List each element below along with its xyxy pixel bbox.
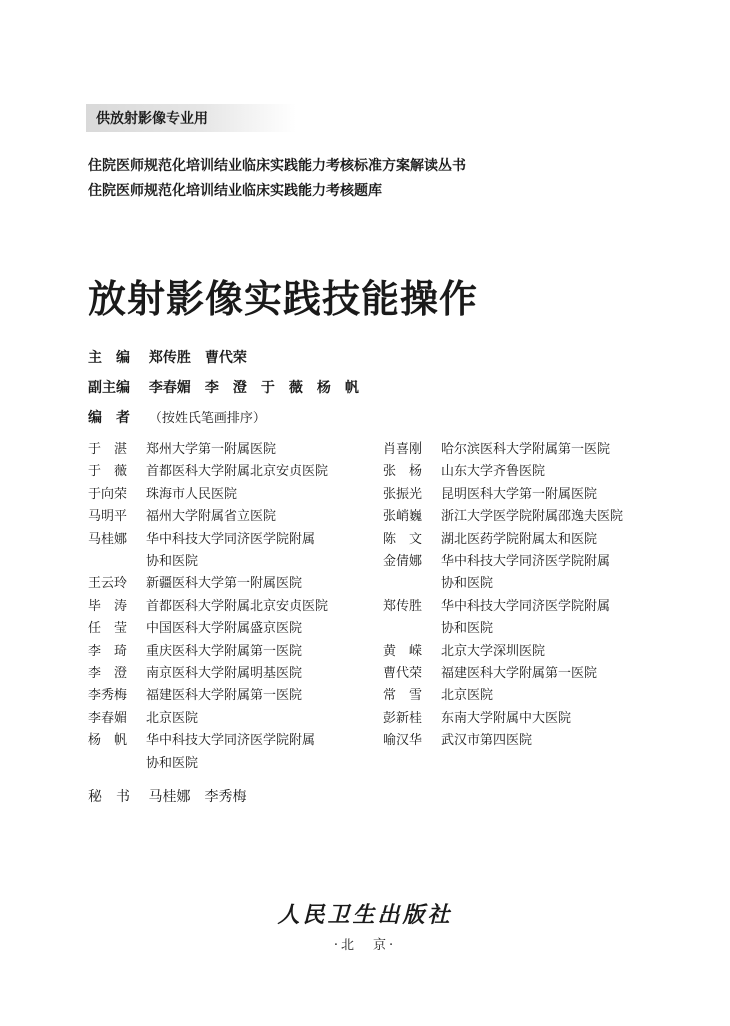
contributor-row (88, 641, 328, 663)
series-title-1: 住院医师规范化培训结业临床实践能力考核标准方案解读丛书 (88, 158, 466, 174)
contributor-affiliation (441, 461, 545, 483)
contributor-name: 毕 涛 (88, 598, 128, 614)
affiliation-line: 郑州大学第一附属医院 (146, 442, 277, 457)
contributor-affiliation (146, 573, 302, 595)
contributor-name: 张 杨 (383, 464, 423, 480)
contributor-affiliation (441, 484, 597, 506)
contributor-affiliation (146, 596, 328, 618)
contributor-affiliation (146, 708, 198, 730)
contributor-row (88, 506, 328, 528)
affiliation-line: 北京大学深圳医院 (441, 643, 546, 659)
contributors-left-column (88, 439, 328, 775)
contributor-affiliation (441, 641, 545, 663)
secretary (88, 786, 246, 806)
contributor-row (383, 685, 623, 707)
contributor-name: 李 澄 (88, 666, 128, 682)
contributor-name: 于 薇 (88, 464, 128, 480)
contributor-row (383, 641, 623, 663)
contributor-name: 任 莹 (88, 621, 128, 637)
contributor-name: 张峭巍 (383, 509, 423, 525)
affiliation-line: 武汉市第四医院 (441, 733, 533, 749)
contributor-row (383, 529, 623, 551)
contributor-row (383, 708, 623, 730)
contributor-name: 张振光 (383, 486, 423, 502)
contributor-row (88, 573, 328, 595)
contributor-affiliation (146, 641, 302, 663)
associate-editors (88, 377, 359, 397)
contributor-row (88, 439, 328, 461)
contributor-name: 于向荣 (88, 486, 128, 502)
secretary-names: 马桂娜 李秀梅 (148, 789, 247, 805)
editors-heading (88, 407, 266, 427)
affiliation-line: 协和医院 (441, 576, 494, 592)
affiliation-line: 华中科技大学同济医学院附属 (146, 733, 316, 749)
contributor-affiliation (146, 461, 328, 483)
affiliation-line: 南京医科大学附属明基医院 (146, 666, 303, 682)
contributor-row (383, 730, 623, 752)
secretary-label: 秘 书 (88, 789, 130, 805)
contributor-name: 于 湛 (88, 442, 128, 457)
contributor-affiliation (441, 506, 623, 528)
affiliation-line: 首都医科大学附属北京安贞医院 (146, 598, 329, 614)
publisher-logo: 人民卫生出版社 (277, 902, 453, 928)
contributor-name: 彭新桂 (383, 710, 423, 726)
specialty-tag: 供放射影像专业用 (96, 111, 208, 127)
contributor-row (88, 685, 328, 707)
contributor-affiliation (146, 506, 276, 528)
contributor-affiliation (441, 685, 493, 707)
contributor-name: 陈 文 (383, 531, 423, 547)
chief-editors-names: 郑传胜 曹代荣 (148, 350, 247, 366)
contributor-affiliation (146, 529, 315, 574)
affiliation-line: 北京医院 (441, 688, 494, 704)
contributor-affiliation (441, 663, 597, 685)
contributor-name: 黄 嵘 (383, 643, 423, 659)
contributor-name: 李 琦 (88, 643, 128, 659)
contributor-name: 马桂娜 (88, 531, 128, 547)
contributor-name: 常 雪 (383, 688, 423, 704)
contributor-name: 金倩娜 (383, 554, 423, 570)
contributor-row (88, 708, 328, 730)
editors-note: （按姓氏笔画排序） (148, 411, 266, 426)
affiliation-line: 华中科技大学同济医学院附属 (146, 531, 316, 547)
contributor-row (88, 618, 328, 640)
contributor-name: 喻汉华 (383, 733, 423, 749)
affiliation-line: 华中科技大学同济医学院附属 (441, 554, 611, 570)
associate-editors-label: 副主编 (88, 380, 130, 396)
contributor-affiliation (441, 529, 597, 551)
affiliation-line: 中国医科大学附属盛京医院 (146, 621, 303, 637)
contributor-row (88, 663, 328, 685)
contributor-affiliation (146, 730, 315, 775)
affiliation-line: 哈尔滨医科大学附属第一医院 (441, 442, 611, 457)
contributor-affiliation (146, 685, 302, 707)
affiliation-line: 福建医科大学附属第一医院 (146, 688, 303, 704)
contributor-row (383, 596, 623, 641)
affiliation-line: 山东大学齐鲁医院 (441, 464, 546, 480)
contributors-right-column (383, 439, 623, 753)
contributor-name: 肖喜刚 (383, 442, 423, 457)
contributor-row (88, 461, 328, 483)
affiliation-line: 重庆医科大学附属第一医院 (146, 643, 303, 659)
contributor-name: 郑传胜 (383, 598, 423, 614)
affiliation-line: 昆明医科大学第一附属医院 (441, 486, 598, 502)
affiliation-line: 浙江大学医学院附属邵逸夫医院 (441, 509, 624, 525)
contributor-affiliation (146, 439, 276, 461)
contributor-affiliation (441, 708, 571, 730)
contributor-row (88, 596, 328, 618)
affiliation-line: 福建医科大学附属第一医院 (441, 666, 598, 682)
editors-label: 编 者 (88, 410, 130, 426)
series-title-2: 住院医师规范化培训结业临床实践能力考核题库 (88, 183, 382, 199)
contributor-row (383, 439, 623, 461)
contributor-row (88, 529, 328, 574)
contributor-name: 杨 帆 (88, 733, 128, 749)
affiliation-line: 福州大学附属省立医院 (146, 509, 277, 525)
contributor-row (383, 551, 623, 596)
book-title: 放射影像实践技能操作 (88, 277, 479, 321)
contributor-affiliation (146, 484, 237, 506)
affiliation-line: 协和医院 (146, 755, 199, 771)
contributor-name: 马明平 (88, 509, 128, 525)
affiliation-line: 协和医院 (441, 621, 494, 637)
contributor-affiliation (146, 663, 302, 685)
contributor-affiliation (441, 730, 532, 752)
contributor-row (88, 730, 328, 775)
contributor-name: 王云玲 (88, 576, 128, 592)
contributor-affiliation (441, 551, 610, 596)
chief-editors-label: 主 编 (88, 350, 130, 366)
affiliation-line: 华中科技大学同济医学院附属 (441, 598, 611, 614)
affiliation-line: 协和医院 (146, 554, 199, 570)
contributor-affiliation (441, 596, 610, 641)
contributor-row (383, 506, 623, 528)
contributor-affiliation (441, 439, 610, 461)
chief-editors (88, 347, 247, 367)
affiliation-line: 湖北医药学院附属太和医院 (441, 531, 598, 547)
contributor-name: 曹代荣 (383, 666, 423, 682)
affiliation-line: 北京医院 (146, 710, 199, 726)
contributor-row (383, 461, 623, 483)
associate-editors-names: 李春媚 李 澄 于 薇 杨 帆 (148, 380, 359, 396)
contributor-affiliation (146, 618, 302, 640)
contributor-row (383, 484, 623, 506)
affiliation-line: 新疆医科大学第一附属医院 (146, 576, 303, 592)
affiliation-line: 首都医科大学附属北京安贞医院 (146, 464, 329, 480)
publisher-city: ·北 京· (333, 938, 397, 953)
affiliation-line: 珠海市人民医院 (146, 486, 238, 502)
contributor-name: 李春媚 (88, 710, 128, 726)
contributor-row (88, 484, 328, 506)
contributor-name: 李秀梅 (88, 688, 128, 704)
contributor-row (383, 663, 623, 685)
affiliation-line: 东南大学附属中大医院 (441, 710, 572, 726)
